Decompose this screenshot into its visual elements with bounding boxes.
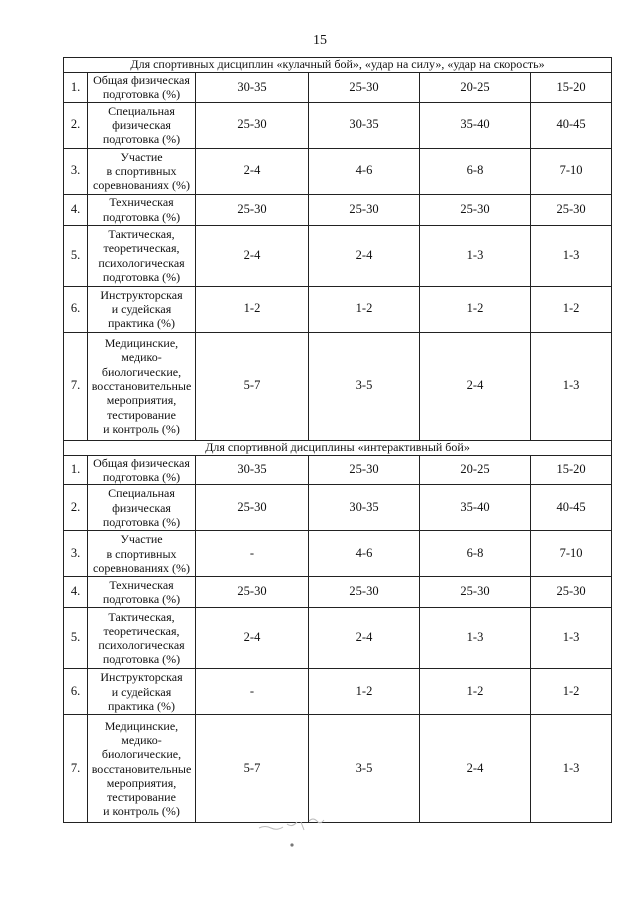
row-label-line: медико- — [121, 350, 162, 365]
value-cell: 1-3 — [531, 225, 612, 286]
row-label — [88, 102, 196, 148]
row-label-line: соревнованиях (%) — [93, 178, 190, 193]
value-cell: 2-4 — [309, 608, 420, 669]
row-number: 7. — [64, 332, 88, 440]
value-cell: 2-4 — [420, 332, 531, 440]
row-label-line: и судейская — [111, 301, 172, 316]
row-number: 1. — [64, 455, 88, 485]
value-cell: 1-2 — [196, 286, 309, 332]
table-row — [64, 225, 612, 286]
row-label-line: Техническая — [109, 195, 174, 210]
row-number: 3. — [64, 148, 88, 194]
row-label — [88, 148, 196, 194]
value-cell: 2-4 — [196, 148, 309, 194]
value-cell: 4-6 — [309, 531, 420, 577]
row-label-line: и контроль (%) — [103, 421, 180, 436]
row-number: 2. — [64, 485, 88, 531]
row-label-line: физическая — [112, 500, 171, 515]
row-label-line: подготовка (%) — [102, 469, 181, 484]
table-row — [64, 531, 612, 577]
row-label-line: Общая физическая — [93, 73, 190, 87]
value-cell: 40-45 — [531, 485, 612, 531]
row-label-line: восстановительные — [91, 378, 192, 393]
value-cell: 1-2 — [420, 286, 531, 332]
row-label-line: Тактическая, — [108, 227, 175, 241]
value-cell: 25-30 — [309, 455, 420, 485]
row-number: 6. — [64, 286, 88, 332]
row-label-line: медико- — [121, 732, 162, 747]
value-cell: 1-3 — [420, 608, 531, 669]
value-cell: 1-2 — [531, 669, 612, 715]
row-label-line: биологические, — [101, 364, 182, 379]
row-number: 5. — [64, 225, 88, 286]
value-cell: 25-30 — [196, 577, 309, 608]
value-cell: - — [196, 531, 309, 577]
row-label-line: физическая — [112, 117, 171, 132]
value-cell: 15-20 — [531, 455, 612, 485]
row-number: 5. — [64, 608, 88, 669]
row-label — [88, 455, 196, 485]
row-label-line: Специальная — [108, 486, 175, 501]
value-cell: 25-30 — [420, 577, 531, 608]
value-cell: 2-4 — [196, 608, 309, 669]
row-label-line: Участие — [120, 149, 163, 164]
value-cell: 25-30 — [309, 577, 420, 608]
section-title: Для спортивных дисциплин «кулачный бой», «удар на силу», «удар на скорость» — [64, 58, 612, 73]
row-label-line: подготовка (%) — [102, 269, 181, 284]
row-label-line: Тактическая, — [108, 609, 175, 624]
value-cell: 35-40 — [420, 485, 531, 531]
section-header-row — [64, 440, 612, 455]
value-cell: 1-3 — [420, 225, 531, 286]
value-cell: 3-5 — [309, 715, 420, 823]
value-cell: 5-7 — [196, 715, 309, 823]
row-number: 4. — [64, 577, 88, 608]
row-label — [88, 577, 196, 608]
value-cell: 1-3 — [531, 332, 612, 440]
value-cell: 6-8 — [420, 531, 531, 577]
row-label — [88, 286, 196, 332]
row-label — [88, 73, 196, 103]
value-cell: 7-10 — [531, 531, 612, 577]
value-cell: 1-3 — [531, 715, 612, 823]
value-cell: 6-8 — [420, 148, 531, 194]
table-row — [64, 148, 612, 194]
row-label-line: в спортивных — [106, 163, 177, 178]
row-number: 2. — [64, 102, 88, 148]
value-cell: 30-35 — [309, 485, 420, 531]
row-label-line: практика (%) — [107, 698, 176, 713]
row-label-line: теоретическая, — [103, 623, 180, 638]
value-cell: 25-30 — [420, 194, 531, 225]
table-row — [64, 194, 612, 225]
row-label — [88, 225, 196, 286]
row-number: 3. — [64, 531, 88, 577]
value-cell: 25-30 — [531, 194, 612, 225]
row-label — [88, 669, 196, 715]
value-cell: 1-2 — [309, 286, 420, 332]
value-cell: 30-35 — [196, 455, 309, 485]
value-cell: 1-2 — [420, 669, 531, 715]
section-title: Для спортивной дисциплины «интерактивный бой» — [64, 440, 612, 455]
row-label-line: Инструкторская — [100, 670, 183, 685]
value-cell: 1-3 — [531, 608, 612, 669]
row-label — [88, 332, 196, 440]
value-cell: 25-30 — [196, 194, 309, 225]
row-label-line: подготовка (%) — [102, 514, 181, 529]
value-cell: 15-20 — [531, 73, 612, 103]
value-cell: 1-2 — [531, 286, 612, 332]
row-label-line: Специальная — [108, 103, 175, 118]
row-label-line: соревнованиях (%) — [93, 560, 190, 575]
row-label-line: мероприятия, — [106, 393, 177, 408]
row-number: 7. — [64, 715, 88, 823]
value-cell: 30-35 — [309, 102, 420, 148]
section-header-row — [64, 58, 612, 73]
row-label-line: практика (%) — [107, 316, 176, 331]
row-label — [88, 485, 196, 531]
value-cell: 25-30 — [309, 73, 420, 103]
row-label-line: и судейская — [111, 684, 172, 699]
row-label-line: Инструкторская — [100, 287, 183, 302]
value-cell: 35-40 — [420, 102, 531, 148]
value-cell: 3-5 — [309, 332, 420, 440]
row-label-line: в спортивных — [106, 546, 177, 561]
value-cell: 25-30 — [196, 102, 309, 148]
row-label-line: мероприятия, — [106, 775, 177, 790]
row-label-line: и контроль (%) — [103, 804, 180, 819]
row-label — [88, 608, 196, 669]
row-label — [88, 194, 196, 225]
value-cell: 30-35 — [196, 73, 309, 103]
table-row — [64, 485, 612, 531]
table-row — [64, 577, 612, 608]
page-number: 15 — [313, 33, 327, 48]
value-cell: 20-25 — [420, 455, 531, 485]
handwritten-mark — [255, 812, 345, 852]
row-label-line: тестирование — [107, 790, 176, 805]
table-row — [64, 669, 612, 715]
table-row — [64, 73, 612, 103]
row-label-line: Общая физическая — [93, 455, 190, 470]
value-cell: 7-10 — [531, 148, 612, 194]
row-label-line: тестирование — [107, 407, 176, 422]
row-label-line: подготовка (%) — [102, 132, 181, 147]
value-cell: 2-4 — [420, 715, 531, 823]
row-label-line: Участие — [120, 532, 163, 547]
table-row — [64, 715, 612, 823]
value-cell: 40-45 — [531, 102, 612, 148]
value-cell: 2-4 — [309, 225, 420, 286]
row-label-line: подготовка (%) — [102, 209, 181, 224]
table-row — [64, 332, 612, 440]
row-label-line: биологические, — [101, 747, 182, 762]
value-cell: 25-30 — [196, 485, 309, 531]
value-cell: 1-2 — [309, 669, 420, 715]
value-cell: 20-25 — [420, 73, 531, 103]
row-label — [88, 531, 196, 577]
value-cell: 5-7 — [196, 332, 309, 440]
row-label-line: подготовка (%) — [102, 87, 181, 102]
row-label-line: подготовка (%) — [102, 592, 181, 607]
row-label-line: подготовка (%) — [102, 652, 181, 667]
row-label-line: Медицинские, — [104, 336, 179, 351]
row-label-line: психологическая — [98, 638, 185, 653]
table-row — [64, 102, 612, 148]
table-row — [64, 286, 612, 332]
value-cell: 25-30 — [531, 577, 612, 608]
row-number: 6. — [64, 669, 88, 715]
table-row — [64, 455, 612, 485]
row-label-line: Техническая — [109, 577, 174, 592]
value-cell: 4-6 — [309, 148, 420, 194]
table-row — [64, 608, 612, 669]
value-cell: 25-30 — [309, 194, 420, 225]
row-label-line: психологическая — [98, 255, 185, 270]
row-label-line: Медицинские, — [104, 718, 179, 733]
row-number: 4. — [64, 194, 88, 225]
row-number: 1. — [64, 73, 88, 103]
row-label — [88, 715, 196, 823]
value-cell: - — [196, 669, 309, 715]
row-label-line: восстановительные — [91, 761, 192, 776]
training-ratio-table — [63, 57, 612, 823]
row-label-line: теоретическая, — [103, 241, 180, 256]
value-cell: 2-4 — [196, 225, 309, 286]
